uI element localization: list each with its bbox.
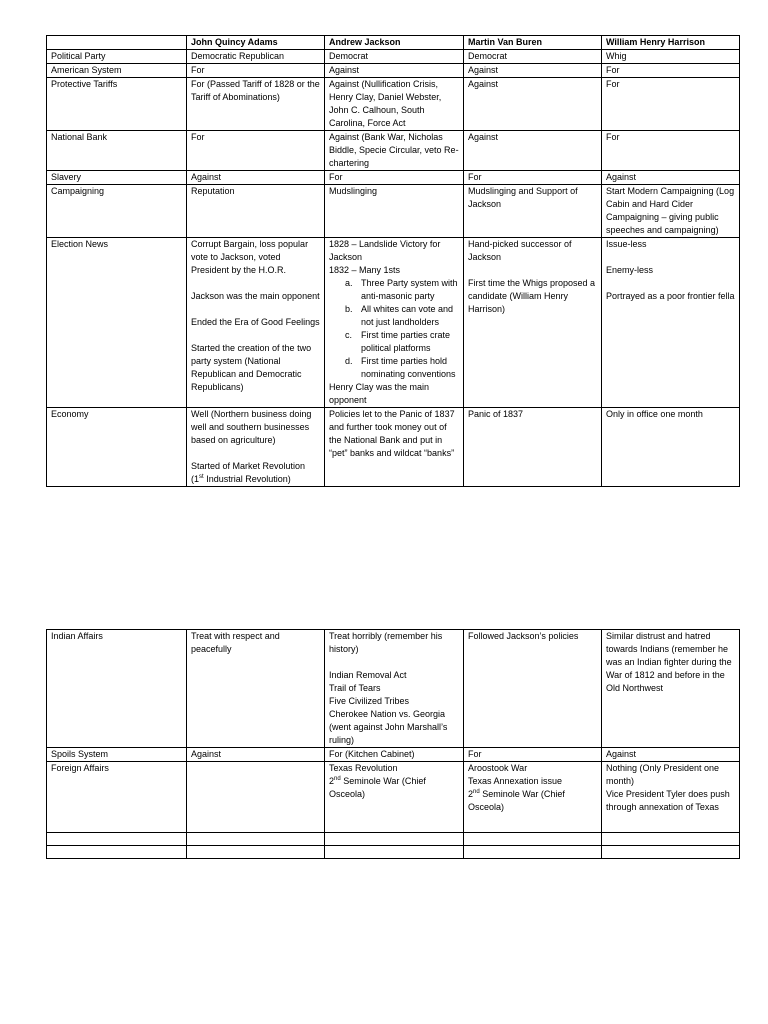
empty-cell [47,833,187,846]
cell-jackson [325,238,464,408]
header-harrison: William Henry Harrison [602,36,740,50]
cell-vanburen: Against [464,131,602,171]
cell-adams: Against [187,748,325,762]
paragraph: Indian Removal Act [329,670,407,680]
table-row [47,131,740,171]
paragraph: Texas Revolution [329,763,398,773]
row-label-protective-tariffs: Protective Tariffs [47,78,187,131]
paragraph: Well (Northern business doing well and southern businesses based on agriculture) [191,409,312,445]
row-label-campaigning: Campaigning [47,185,187,238]
empty-cell [602,833,740,846]
paragraph: Jackson was the main opponent [191,291,320,301]
table-row [47,78,740,131]
row-label-american-system: American System [47,64,187,78]
empty-cell [325,846,464,859]
cell-harrison: Against [602,171,740,185]
header-adams: John Quincy Adams [187,36,325,50]
row-label-economy: Economy [47,408,187,487]
presidents-comparison-table-1 [46,35,740,487]
table-row [47,185,740,238]
list-marker: d. [345,356,353,366]
text-run: 2 [329,776,335,786]
list-item-text: Three Party system with anti-masonic party [361,278,458,301]
row-label-spoils-system: Spoils System [47,748,187,762]
empty-row [47,846,740,859]
presidents-comparison-table-2 [46,629,740,859]
cell-jackson: Against (Bank War, Nicholas Biddle, Specie Circular, veto Re-chartering [325,131,464,171]
superscript: st [199,474,204,480]
paragraph: 1832 – Many 1sts [329,265,401,275]
text-run: 2 [468,789,474,799]
cell-vanburen: Democrat [464,50,602,64]
paragraph: Trail of Tears [329,683,381,693]
cell-harrison [602,762,740,833]
cell-vanburen [464,238,602,408]
cell-harrison: Whig [602,50,740,64]
table-row [47,171,740,185]
cell-adams: For [187,131,325,171]
superscript: nd [473,789,480,795]
row-label-political-party: Political Party [47,50,187,64]
cell-jackson: Against [325,64,464,78]
table-row [47,748,740,762]
paragraph: Henry Clay was the main opponent [329,382,430,405]
cell-harrison: For [602,131,740,171]
empty-cell [464,833,602,846]
paragraph: Portrayed as a poor frontier fella [606,291,735,301]
table-row [47,762,740,833]
cell-vanburen: Panic of 1837 [464,408,602,487]
paragraph: Hand-picked successor of Jackson [468,239,572,262]
cell-vanburen: Against [464,78,602,131]
cell-harrison: Against [602,748,740,762]
cell-adams [187,408,325,487]
cell-jackson [325,762,464,833]
header-jackson: Andrew Jackson [325,36,464,50]
cell-jackson: For [325,171,464,185]
row-label-foreign-affairs: Foreign Affairs [47,762,187,833]
text-run: Seminole War (Chief Osceola) [468,789,565,812]
table-row [47,238,740,408]
empty-cell [602,846,740,859]
cell-jackson: Against (Nullification Crisis, Henry Clay, Daniel Webster, John C. Calhoun, South Carolina, Force Act [325,78,464,131]
cell-jackson: Democrat [325,50,464,64]
paragraph: Enemy-less [606,265,654,275]
paragraph: Cherokee Nation vs. Georgia (went against John Marshall’s ruling) [329,709,448,745]
paragraph [191,460,320,486]
paragraph: Ended the Era of Good Feelings [191,317,320,327]
paragraph: Started the creation of the two party system (National Republican and Democratic Republicans) [191,343,312,392]
cell-harrison: Start Modern Campaigning (Log Cabin and Hard Cider Campaigning – giving public speeches and campaigning) [602,185,740,238]
cell-adams: For [187,64,325,78]
cell-adams: Against [187,171,325,185]
cell-vanburen: Followed Jackson’s policies [464,630,602,748]
cell-jackson [325,630,464,748]
paragraph [329,775,459,801]
list-marker: c. [345,330,353,340]
list-item [329,329,459,355]
cell-jackson: Mudslinging [325,185,464,238]
empty-cell [187,846,325,859]
empty-cell [325,833,464,846]
cell-adams: Treat with respect and peacefully [187,630,325,748]
text-run: Seminole War (Chief Osceola) [329,776,426,799]
row-label-slavery: Slavery [47,171,187,185]
paragraph: Five Civilized Tribes [329,696,410,706]
paragraph: Treat horribly (remember his history) [329,631,443,654]
empty-cell [187,833,325,846]
list-item [329,355,459,381]
cell-vanburen: Mudslinging and Support of Jackson [464,185,602,238]
empty-cell [47,846,187,859]
text-run: Started of Market Revolution (1 [191,461,306,484]
header-blank [47,36,187,50]
table-row [47,50,740,64]
list-marker: b. [345,304,353,314]
cell-adams: For (Passed Tariff of 1828 or the Tariff of Abominations) [187,78,325,131]
table-row [47,408,740,487]
text-run: Industrial Revolution) [203,474,291,484]
cell-adams [187,762,325,833]
cell-harrison: Similar distrust and hatred towards Indians (remember he was an Indian fighter during the War of 1812 and before in the Old Northwest [602,630,740,748]
row-label-election-news: Election News [47,238,187,408]
paragraph: Aroostook War [468,763,528,773]
cell-jackson: Policies let to the Panic of 1837 and further took money out of the National Bank and put in “pet” banks and wildcat “banks” [325,408,464,487]
paragraph: 1828 – Landslide Victory for Jackson [329,239,441,262]
list-item-text: First time parties crate political platforms [361,330,451,353]
paragraph: Nothing (Only President one month) [606,763,720,786]
cell-vanburen: For [464,171,602,185]
list-item [329,277,459,303]
cell-harrison: For [602,78,740,131]
table-row [47,64,740,78]
paragraph: Texas Annexation issue [468,776,563,786]
paragraph: Vice President Tyler does push through annexation of Texas [606,789,730,812]
empty-cell [464,846,602,859]
superscript: nd [334,776,341,782]
paragraph: Corrupt Bargain, loss popular vote to Jackson, voted President by the H.O.R. [191,239,309,275]
list-item [329,303,459,329]
list-marker: a. [345,278,353,288]
paragraph: First time the Whigs proposed a candidate (William Henry Harrison) [468,278,596,314]
cell-adams [187,238,325,408]
row-label-national-bank: National Bank [47,131,187,171]
paragraph: Issue-less [606,239,647,249]
paragraph [468,788,597,814]
table-row [47,630,740,748]
cell-harrison: For [602,64,740,78]
header-vanburen: Martin Van Buren [464,36,602,50]
empty-row [47,833,740,846]
cell-jackson: For (Kitchen Cabinet) [325,748,464,762]
row-label-indian-affairs: Indian Affairs [47,630,187,748]
list-item-text: All whites can vote and not just landholders [361,304,454,327]
cell-adams: Reputation [187,185,325,238]
cell-harrison [602,238,740,408]
cell-harrison: Only in office one month [602,408,740,487]
cell-vanburen: Against [464,64,602,78]
cell-vanburen [464,762,602,833]
cell-vanburen: For [464,748,602,762]
firsts-list [329,277,459,381]
cell-adams: Democratic Republican [187,50,325,64]
list-item-text: First time parties hold nominating conventions [361,356,456,379]
header-row [47,36,740,50]
